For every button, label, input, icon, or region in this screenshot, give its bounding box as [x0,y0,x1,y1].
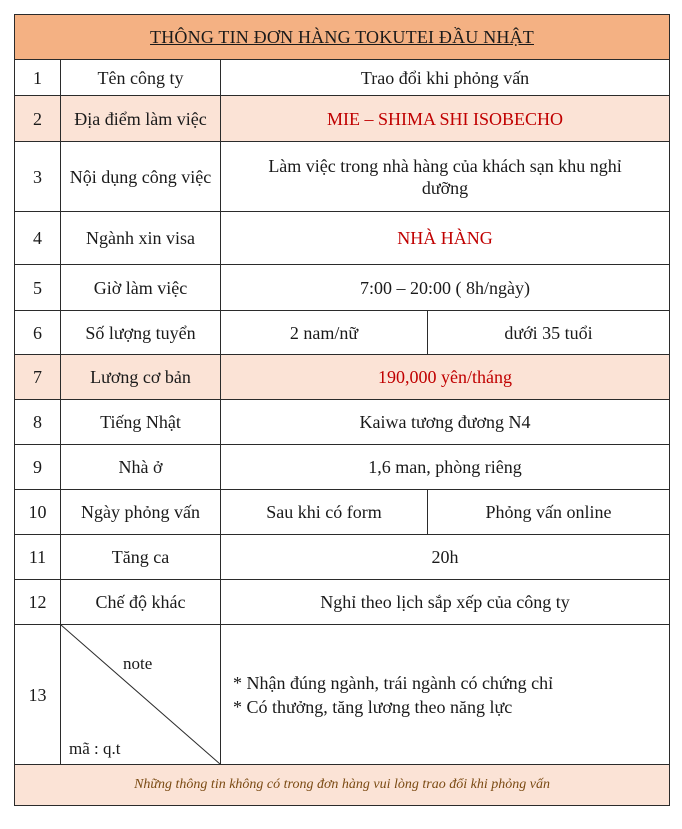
row-number: 12 [15,580,61,625]
row-value-age-limit: dưới 35 tuổi [428,311,670,355]
note-label: note [123,654,153,673]
row-number: 4 [15,212,61,265]
row-number: 1 [15,60,61,96]
row-number: 9 [15,445,61,490]
table-row [15,535,670,580]
row-number: 6 [15,311,61,355]
row-value-other-benefits: Nghỉ theo lịch sắp xếp của công ty [221,580,670,625]
note-line: * Nhận đúng ngành, trái ngành có chứng chỉ [233,672,554,693]
note-line: * Có thưởng, tăng lương theo năng lực [233,696,513,717]
row-label-other-benefits: Chế độ khác [61,580,221,625]
row-label-working-hours: Giờ làm việc [61,265,221,311]
row-value-company: Trao đổi khi phỏng vấn [221,60,670,96]
table-row [15,445,670,490]
notes-cell [221,625,670,765]
table-row [15,580,670,625]
row-number: 2 [15,96,61,142]
row-label-interview-date: Ngày phỏng vấn [61,490,221,535]
row-value-housing: 1,6 man, phòng riêng [221,445,670,490]
row-value-job-content: Làm việc trong nhà hàng của khách sạn khu nghỉ dưỡng [221,142,670,212]
row-value-japanese: Kaiwa tương đương N4 [221,400,670,445]
row-value-recruit-count: 2 nam/nữ [221,311,428,355]
row-number: 7 [15,355,61,400]
row-value-visa-field: NHÀ HÀNG [221,212,670,265]
table-row [15,400,670,445]
row-number: 3 [15,142,61,212]
row-number: 8 [15,400,61,445]
row-label-company: Tên công ty [61,60,221,96]
code-label: mã : q.t [69,739,121,758]
table-row [15,142,670,212]
table-row [15,265,670,311]
row-value-overtime: 20h [221,535,670,580]
row-label-base-salary: Lương cơ bản [61,355,221,400]
row-value-working-hours: 7:00 – 20:00 ( 8h/ngày) [221,265,670,311]
table-row [15,60,670,96]
row-label-overtime: Tăng ca [61,535,221,580]
sheet-title: THÔNG TIN ĐƠN HÀNG TOKUTEI ĐẦU NHẬT [15,15,670,60]
row-value-location: MIE – SHIMA SHI ISOBECHO [221,96,670,142]
table-row [15,490,670,535]
row-number: 11 [15,535,61,580]
row-label-recruit-count: Số lượng tuyển [61,311,221,355]
table-row [15,625,670,765]
row-label-location: Địa điểm làm việc [61,96,221,142]
row-number: 5 [15,265,61,311]
row-number: 10 [15,490,61,535]
footer-note: Những thông tin không có trong đơn hàng vui lòng trao đổi khi phỏng vấn [15,765,670,806]
table-row [15,96,670,142]
row-number: 13 [15,625,61,765]
job-order-sheet [14,14,669,806]
table-row [15,355,670,400]
note-code-cell [61,625,221,765]
row-value-interview-mode: Phỏng vấn online [428,490,670,535]
row-label-housing: Nhà ở [61,445,221,490]
table-row [15,311,670,355]
row-value-base-salary: 190,000 yên/tháng [221,355,670,400]
row-label-job-content: Nội dụng công việc [61,142,221,212]
table-row [15,212,670,265]
row-label-visa-field: Ngành xin visa [61,212,221,265]
row-label-japanese: Tiếng Nhật [61,400,221,445]
row-value-interview-date: Sau khi có form [221,490,428,535]
job-order-table [14,14,670,806]
